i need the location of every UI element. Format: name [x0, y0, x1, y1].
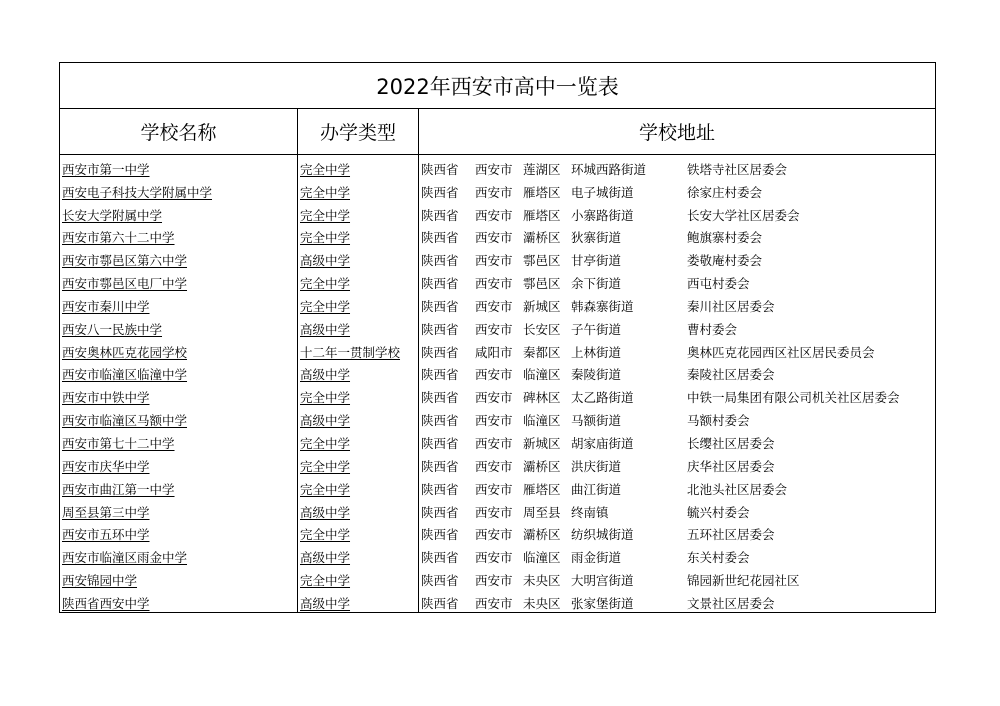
address-city: 西安市 [475, 527, 513, 543]
school-address-cell [419, 201, 936, 224]
school-name-cell: 西安电子科技大学附属中学 [60, 178, 298, 201]
school-address-cell [419, 292, 936, 315]
school-address-cell [419, 566, 936, 589]
table-body [60, 155, 936, 613]
school-type-cell: 完全中学 [298, 292, 419, 315]
address-province: 陕西省 [421, 276, 459, 292]
address-city: 咸阳市 [475, 344, 513, 360]
table-row [60, 589, 936, 612]
address-street: 胡家庙街道 [571, 435, 634, 451]
address-province: 陕西省 [421, 550, 459, 566]
school-type-cell: 高级中学 [298, 589, 419, 612]
table-row [60, 292, 936, 315]
school-address-cell [419, 406, 936, 429]
address-community: 秦陵社区居委会 [687, 367, 775, 383]
school-address-cell [419, 543, 936, 566]
address-community: 毓兴村委会 [687, 504, 750, 520]
address-city: 西安市 [475, 207, 513, 223]
table-row [60, 566, 936, 589]
school-address-cell [419, 315, 936, 338]
address-city: 西安市 [475, 550, 513, 566]
address-community: 马额村委会 [687, 413, 750, 429]
school-type-cell: 完全中学 [298, 429, 419, 452]
address-street: 电子城街道 [571, 184, 634, 200]
address-city: 西安市 [475, 458, 513, 474]
table-row [60, 246, 936, 269]
address-community: 鲍旗寨村委会 [687, 230, 763, 246]
table-row [60, 338, 936, 361]
address-street: 秦陵街道 [571, 367, 622, 383]
school-address-cell [419, 246, 936, 269]
school-type-cell: 完全中学 [298, 475, 419, 498]
header-school-type: 办学类型 [298, 109, 419, 155]
school-name-cell: 西安市临潼区雨金中学 [60, 543, 298, 566]
address-district: 灞桥区 [523, 230, 561, 246]
school-type-cell: 高级中学 [298, 315, 419, 338]
table-row [60, 452, 936, 475]
address-community: 曹村委会 [687, 321, 738, 337]
table-row [60, 429, 936, 452]
address-street: 纺织城街道 [571, 527, 634, 543]
address-province: 陕西省 [421, 413, 459, 429]
address-province: 陕西省 [421, 367, 459, 383]
school-name-cell: 西安市临潼区临潼中学 [60, 361, 298, 384]
address-community: 长安大学社区居委会 [687, 207, 800, 223]
address-province: 陕西省 [421, 298, 459, 314]
table-row [60, 498, 936, 521]
header-row [60, 109, 936, 155]
address-community: 秦川社区居委会 [687, 298, 775, 314]
school-name-cell: 周至县第三中学 [60, 498, 298, 521]
table-row [60, 383, 936, 406]
school-type-cell: 完全中学 [298, 155, 419, 178]
address-street: 韩森寨街道 [571, 298, 634, 314]
table-row [60, 269, 936, 292]
school-name-cell: 西安市曲江第一中学 [60, 475, 298, 498]
address-province: 陕西省 [421, 595, 459, 611]
address-district: 雁塔区 [523, 481, 561, 497]
school-address-cell [419, 178, 936, 201]
address-street: 狄寨街道 [571, 230, 622, 246]
address-province: 陕西省 [421, 321, 459, 337]
table-row [60, 406, 936, 429]
address-province: 陕西省 [421, 161, 459, 177]
address-community: 文景社区居委会 [687, 595, 775, 611]
address-community: 长缨社区居委会 [687, 435, 775, 451]
table-row [60, 201, 936, 224]
table-row [60, 224, 936, 247]
address-community: 徐家庄村委会 [687, 184, 763, 200]
table-row [60, 178, 936, 201]
table-row [60, 521, 936, 544]
school-type-cell: 高级中学 [298, 543, 419, 566]
address-community: 铁塔寺社区居委会 [687, 161, 788, 177]
address-community: 北池头社区居委会 [687, 481, 788, 497]
address-city: 西安市 [475, 413, 513, 429]
table-row [60, 315, 936, 338]
school-type-cell: 十二年一贯制学校 [298, 338, 419, 361]
address-district: 碑林区 [523, 390, 561, 406]
school-name-cell: 西安锦园中学 [60, 566, 298, 589]
address-district: 临潼区 [523, 367, 561, 383]
school-address-cell [419, 224, 936, 247]
address-community: 奥林匹克花园西区社区居民委员会 [687, 344, 875, 360]
school-name-cell: 西安市庆华中学 [60, 452, 298, 475]
address-community: 中铁一局集团有限公司机关社区居委会 [687, 390, 900, 406]
table-title: 2022年西安市高中一览表 [60, 63, 936, 109]
address-province: 陕西省 [421, 435, 459, 451]
school-type-cell: 高级中学 [298, 498, 419, 521]
school-type-cell: 完全中学 [298, 383, 419, 406]
table-row [60, 155, 936, 178]
address-district: 鄠邑区 [523, 276, 561, 292]
address-district: 周至县 [523, 504, 561, 520]
address-street: 大明宫街道 [571, 573, 634, 589]
table-row [60, 475, 936, 498]
address-street: 上林街道 [571, 344, 622, 360]
address-street: 甘亭街道 [571, 253, 622, 269]
school-name-cell: 陕西省西安中学 [60, 589, 298, 612]
table-row [60, 361, 936, 384]
school-address-cell [419, 429, 936, 452]
school-address-cell [419, 521, 936, 544]
address-street: 余下街道 [571, 276, 622, 292]
address-district: 临潼区 [523, 550, 561, 566]
address-district: 未央区 [523, 573, 561, 589]
address-city: 西安市 [475, 367, 513, 383]
title-row [60, 63, 936, 109]
school-type-cell: 高级中学 [298, 361, 419, 384]
school-type-cell: 完全中学 [298, 201, 419, 224]
address-city: 西安市 [475, 595, 513, 611]
address-province: 陕西省 [421, 344, 459, 360]
address-community: 五环社区居委会 [687, 527, 775, 543]
address-district: 雁塔区 [523, 207, 561, 223]
school-name-cell: 西安市第七十二中学 [60, 429, 298, 452]
address-province: 陕西省 [421, 184, 459, 200]
address-city: 西安市 [475, 390, 513, 406]
address-community: 西屯村委会 [687, 276, 750, 292]
school-name-cell: 西安八一民族中学 [60, 315, 298, 338]
header-school-address: 学校地址 [419, 109, 936, 155]
address-community: 锦园新世纪花园社区 [687, 573, 800, 589]
address-province: 陕西省 [421, 458, 459, 474]
school-address-cell [419, 155, 936, 178]
address-street: 终南镇 [571, 504, 609, 520]
address-district: 临潼区 [523, 413, 561, 429]
school-name-cell: 西安奥林匹克花园学校 [60, 338, 298, 361]
school-type-cell: 完全中学 [298, 224, 419, 247]
address-province: 陕西省 [421, 504, 459, 520]
address-district: 新城区 [523, 298, 561, 314]
address-community: 东关村委会 [687, 550, 750, 566]
address-city: 西安市 [475, 298, 513, 314]
school-address-cell [419, 452, 936, 475]
school-address-cell [419, 383, 936, 406]
school-type-cell: 完全中学 [298, 566, 419, 589]
address-city: 西安市 [475, 276, 513, 292]
school-type-cell: 完全中学 [298, 521, 419, 544]
school-name-cell: 西安市第一中学 [60, 155, 298, 178]
address-province: 陕西省 [421, 481, 459, 497]
address-community: 娄敬庵村委会 [687, 253, 763, 269]
school-address-cell [419, 475, 936, 498]
address-city: 西安市 [475, 435, 513, 451]
school-name-cell: 西安市第六十二中学 [60, 224, 298, 247]
address-city: 西安市 [475, 321, 513, 337]
school-name-cell: 西安市临潼区马额中学 [60, 406, 298, 429]
address-street: 张家堡街道 [571, 595, 634, 611]
address-city: 西安市 [475, 504, 513, 520]
address-district: 秦都区 [523, 344, 561, 360]
address-city: 西安市 [475, 184, 513, 200]
address-province: 陕西省 [421, 573, 459, 589]
address-province: 陕西省 [421, 527, 459, 543]
school-type-cell: 高级中学 [298, 246, 419, 269]
school-address-cell [419, 498, 936, 521]
address-district: 长安区 [523, 321, 561, 337]
school-address-cell [419, 589, 936, 612]
school-address-cell [419, 269, 936, 292]
address-district: 鄠邑区 [523, 253, 561, 269]
school-type-cell: 完全中学 [298, 178, 419, 201]
address-city: 西安市 [475, 253, 513, 269]
schools-table [59, 62, 936, 613]
address-city: 西安市 [475, 573, 513, 589]
school-name-cell: 西安市鄠邑区第六中学 [60, 246, 298, 269]
school-address-cell [419, 338, 936, 361]
address-street: 曲江街道 [571, 481, 622, 497]
address-district: 灞桥区 [523, 527, 561, 543]
school-address-cell [419, 361, 936, 384]
address-province: 陕西省 [421, 230, 459, 246]
header-school-name: 学校名称 [60, 109, 298, 155]
address-province: 陕西省 [421, 207, 459, 223]
school-type-cell: 完全中学 [298, 452, 419, 475]
address-community: 庆华社区居委会 [687, 458, 775, 474]
address-street: 小寨路街道 [571, 207, 634, 223]
address-street: 雨金街道 [571, 550, 622, 566]
school-name-cell: 西安市秦川中学 [60, 292, 298, 315]
school-name-cell: 长安大学附属中学 [60, 201, 298, 224]
address-city: 西安市 [475, 230, 513, 246]
address-street: 子午街道 [571, 321, 622, 337]
school-name-cell: 西安市五环中学 [60, 521, 298, 544]
address-street: 马额街道 [571, 413, 622, 429]
address-district: 新城区 [523, 435, 561, 451]
address-district: 未央区 [523, 595, 561, 611]
address-district: 雁塔区 [523, 184, 561, 200]
school-type-cell: 完全中学 [298, 269, 419, 292]
address-district: 莲湖区 [523, 161, 561, 177]
address-street: 洪庆街道 [571, 458, 622, 474]
address-city: 西安市 [475, 161, 513, 177]
school-type-cell: 高级中学 [298, 406, 419, 429]
table-row [60, 543, 936, 566]
address-street: 太乙路街道 [571, 390, 634, 406]
school-name-cell: 西安市鄠邑区电厂中学 [60, 269, 298, 292]
address-street: 环城西路街道 [571, 161, 647, 177]
address-district: 灞桥区 [523, 458, 561, 474]
address-city: 西安市 [475, 481, 513, 497]
address-province: 陕西省 [421, 390, 459, 406]
address-province: 陕西省 [421, 253, 459, 269]
school-name-cell: 西安市中铁中学 [60, 383, 298, 406]
